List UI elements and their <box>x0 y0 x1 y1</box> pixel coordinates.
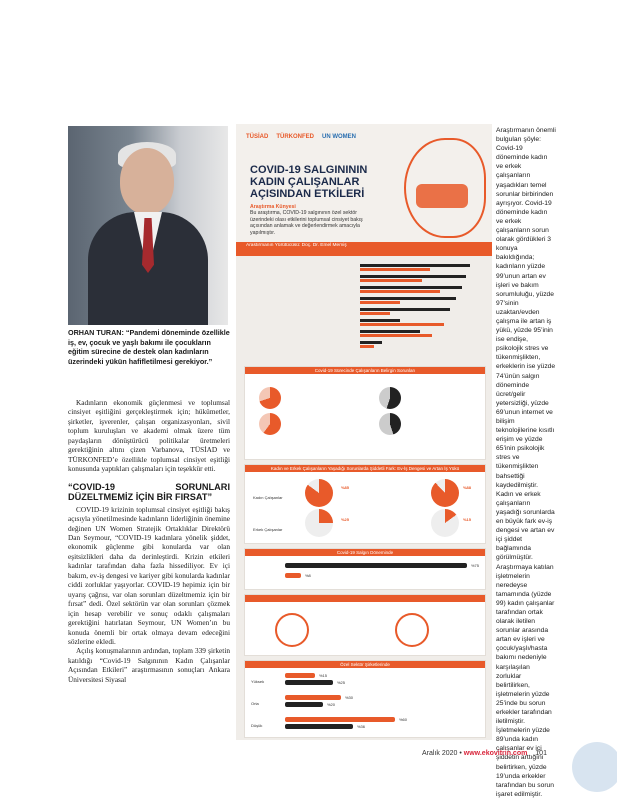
value-label: %25 <box>337 680 346 685</box>
value-label: %60 <box>399 717 408 722</box>
page-footer <box>422 750 547 757</box>
infographic-title: COVID-19 SALGINININ KADIN ÇALIŞANLAR AÇISINDAN ETKİLERİ <box>250 164 368 200</box>
infographic-section-private <box>244 660 486 738</box>
chart-row <box>244 319 484 326</box>
bar <box>285 724 353 729</box>
value-label: %15 <box>319 673 328 678</box>
section-title <box>245 595 485 602</box>
portrait-photo <box>68 126 228 325</box>
bar <box>360 323 444 326</box>
bar <box>360 312 390 315</box>
men-label: Erkek Çalışanlar <box>253 527 283 532</box>
bar <box>360 345 374 348</box>
row-label: Yüksek <box>251 679 265 684</box>
bar <box>360 334 432 337</box>
value-label: %8 <box>305 573 311 578</box>
infographic-section-icons <box>244 594 486 656</box>
chart-row <box>244 341 484 348</box>
infographic-header <box>236 124 492 242</box>
house-icon <box>395 613 429 647</box>
section-title: Covid-19 Sürecinde Çalışanların Belirgin Sorunları <box>245 367 485 374</box>
value-label: %20 <box>327 702 336 707</box>
body-column-right: Araştırmanın önemli bulguları şöyle: Covid-19 döneminde kadın ve erkek çalışanların yaşadıkları temel sorunlar birbirinden ayrışıyor. Covid-19 döneminde kadın ve erkek çalışanların sorun olarak gördükleri 3 konuya bakıldığında; kadınların yüzde 99’unun artan ev işleri ve bakım sorumluluğu, yüzde 97’sinin uzaktan/evden çalışma ile artan iş yükü, yüzde 95’inin ise endişe, psikolojik stres ve tükenmişlikten, erkeklerin ise yüzde 74’ünün salgın döneminde ücret/gelir yetersizliği, yüzde 69’unun internet ve bilişim teknolojilerine kısıtlı erişim ve yüzde 65’inin psikolojik stres ve tükenmişlikten bahsettiği kaydedilmiştir. Kadın ve erkek çalışanların yaşadığı sorunlarda en büyük fark ev-iş dengesi ve artan ev içi şiddet bağlamında görülmüştür. Araştırmaya katılan işletmelerin neredeyse tamamında (yüzde 99) kadın çalışanlar tarafından ortak olarak iletilen sorunlar arasında artan ev işleri ve çocuk/yaşlı/hasta bakımı nedeniyle karşılaşılan zorluklar belirtilirken, işletmelerin yüzde 25’inde bu sorun erkekler tarafından iletilmiştir. İşletmelerin yüzde 89’unda kadın çalışanlar ev içi şiddetin arttığını belirtirken, yüzde 19’unda erkekler tarafından bu sorun işaret edilmiştir. <box>496 127 556 798</box>
donut-icon <box>431 479 459 507</box>
bar <box>285 573 301 578</box>
value-label: %36 <box>357 724 366 729</box>
percent-label: %85 <box>341 485 350 490</box>
site-link[interactable]: www.ekovitrin.com <box>463 750 528 757</box>
pie-icon <box>259 413 281 435</box>
logo-row <box>246 134 356 140</box>
chart-row <box>244 286 484 293</box>
bar <box>360 279 422 282</box>
value-label: %30 <box>345 695 354 700</box>
pie-icon <box>379 413 401 435</box>
unwomen-logo: UN WOMEN <box>322 134 357 140</box>
section-title: Özel Sektör Şirketlerinde <box>245 661 485 668</box>
subtitle-head: Araştırma Künyesi <box>250 204 296 210</box>
infographic-section-problems <box>244 366 486 460</box>
percent-label: %88 <box>463 485 472 490</box>
chart-row <box>244 297 484 304</box>
separator: • <box>459 750 462 757</box>
pie-icon <box>259 387 281 409</box>
issue-date: Aralık 2020 <box>422 750 458 757</box>
women-label: Kadın Çalışanlar <box>253 495 283 500</box>
infographic-subtitle <box>250 204 368 236</box>
donut-icon <box>305 509 333 537</box>
bar <box>360 301 400 304</box>
bar <box>285 702 323 707</box>
infographic <box>236 124 492 740</box>
infographic-bar: Arastırmanın Yürütücüsü: Doç. Dr. Emel Memiş <box>236 242 492 256</box>
section-title: Covid-19 Salgın Döneminde <box>245 549 485 556</box>
page-number: 101 <box>535 750 547 757</box>
chart-row <box>244 308 484 315</box>
section-heading: “COVID-19 SORUNLARI DÜZELTMEMİZ İÇİN BİR FIRSAT” <box>68 481 230 503</box>
percent-label: %15 <box>463 517 472 522</box>
donut-icon <box>431 509 459 537</box>
section-title: Kadın ve Erkek Çalışanların Yaşadığı Sorunlarda Şiddetli Fark: Ev-İş Dengesi ve Artan İş Yükü <box>245 465 485 472</box>
infographic-section-difference <box>244 464 486 544</box>
turkonfed-logo: TÜRKONFED <box>276 134 315 140</box>
paragraph: Kadınların ekonomik güçlenmesi ve toplumsal cinsiyet eşitliğini gerçekleştirmek için; hükümetler, şirketler, işverenler, çalışan organizasyonları, sivil toplum kuruluşları ve akademi olmak üzere tüm paydaşların dönüştürücü politikalar üretmeleri gerektiğinin altını çizen Varbanova, TÜSİAD ve TÜRKONFED’e özellikle toplumsal cinsiyet eşitliği konusunda yaptıkları çalışmaları için teşekkür etti. <box>68 398 230 474</box>
donut-icon <box>305 479 333 507</box>
bar <box>285 717 395 722</box>
bar <box>285 680 333 685</box>
chart-row <box>244 275 484 282</box>
bar <box>285 695 341 700</box>
subtitle-text: Bu araştırma, COVID-19 salgınının özel sektör üzerindeki olası etkilerini toplumsal cinsiyet bakış açısından anlamak ve değerlendirmek amacıyla yapılmıştır. <box>250 210 363 236</box>
bar <box>360 268 430 271</box>
value-label: %75 <box>471 563 480 568</box>
bar <box>285 673 315 678</box>
paragraph: Açılış konuşmalarının ardından, toplam 339 şirketin katıldığı “Covid-19 Salgınının Kadın Çalışanlar Açısından Etkileri” araştırmasının sonuçları Ankara Üniversitesi Siyasal <box>68 646 230 684</box>
chart-row <box>244 264 484 271</box>
infographic-section-period <box>244 548 486 590</box>
body-column-left <box>68 398 230 684</box>
tusiad-logo: TÜSİAD <box>246 134 269 140</box>
mask-icon <box>416 184 468 208</box>
row-label: Orta <box>251 701 259 706</box>
pie-icon <box>379 387 401 409</box>
bar-chart <box>244 262 484 360</box>
bar <box>285 563 467 568</box>
clock-icon <box>275 613 309 647</box>
photo-caption: ORHAN TURAN: “Pandemi döneminde özellikle iş, ev, çocuk ve yaşlı bakımı ile çocukların eğitim sürecine de destek olan kadınların üzerindeki yükün hafifletilmesi gerekiyor.” <box>68 328 230 366</box>
row-label: Düşük <box>251 723 263 728</box>
percent-label: %25 <box>341 517 350 522</box>
decorative-circle <box>572 742 617 792</box>
paragraph: COVID-19 krizinin toplumsal cinsiyet eşitliği bakış açısıyla yönetilmesinde kadınların liderliğinin önemine değinen UN Women Stratejik Ortaklıklar Direktörü Dan Seymour, “COVID-19 kadınlara yönelik şiddet, ekonomik güçlenme gibi konularda var olan eşitsizlikleri daha da derinleştirdi. Krizin etkileri kadınlar tarafından daha fazla hissediliyor. Ev içi bakım, ev-iş dengesi ve kariyer gibi konularda kadınlar ciddi zorluklar yaşıyorlar. COVID-19 hepimiz için bir uyarış çağrısı, var olan sorunları düzeltmemiz için bir fırsat” dedi. Özel sektörün var olan sorunları çözmek için hesap verebilir ve sonuç odaklı çalışmaları gerektiğini hatırlatan Seymour, UN Women’ın bu konuda önemli bir ortak olmaya devam edeceğini sözlerine ekledi. <box>68 504 230 646</box>
chart-row <box>244 330 484 337</box>
bar <box>360 290 440 293</box>
